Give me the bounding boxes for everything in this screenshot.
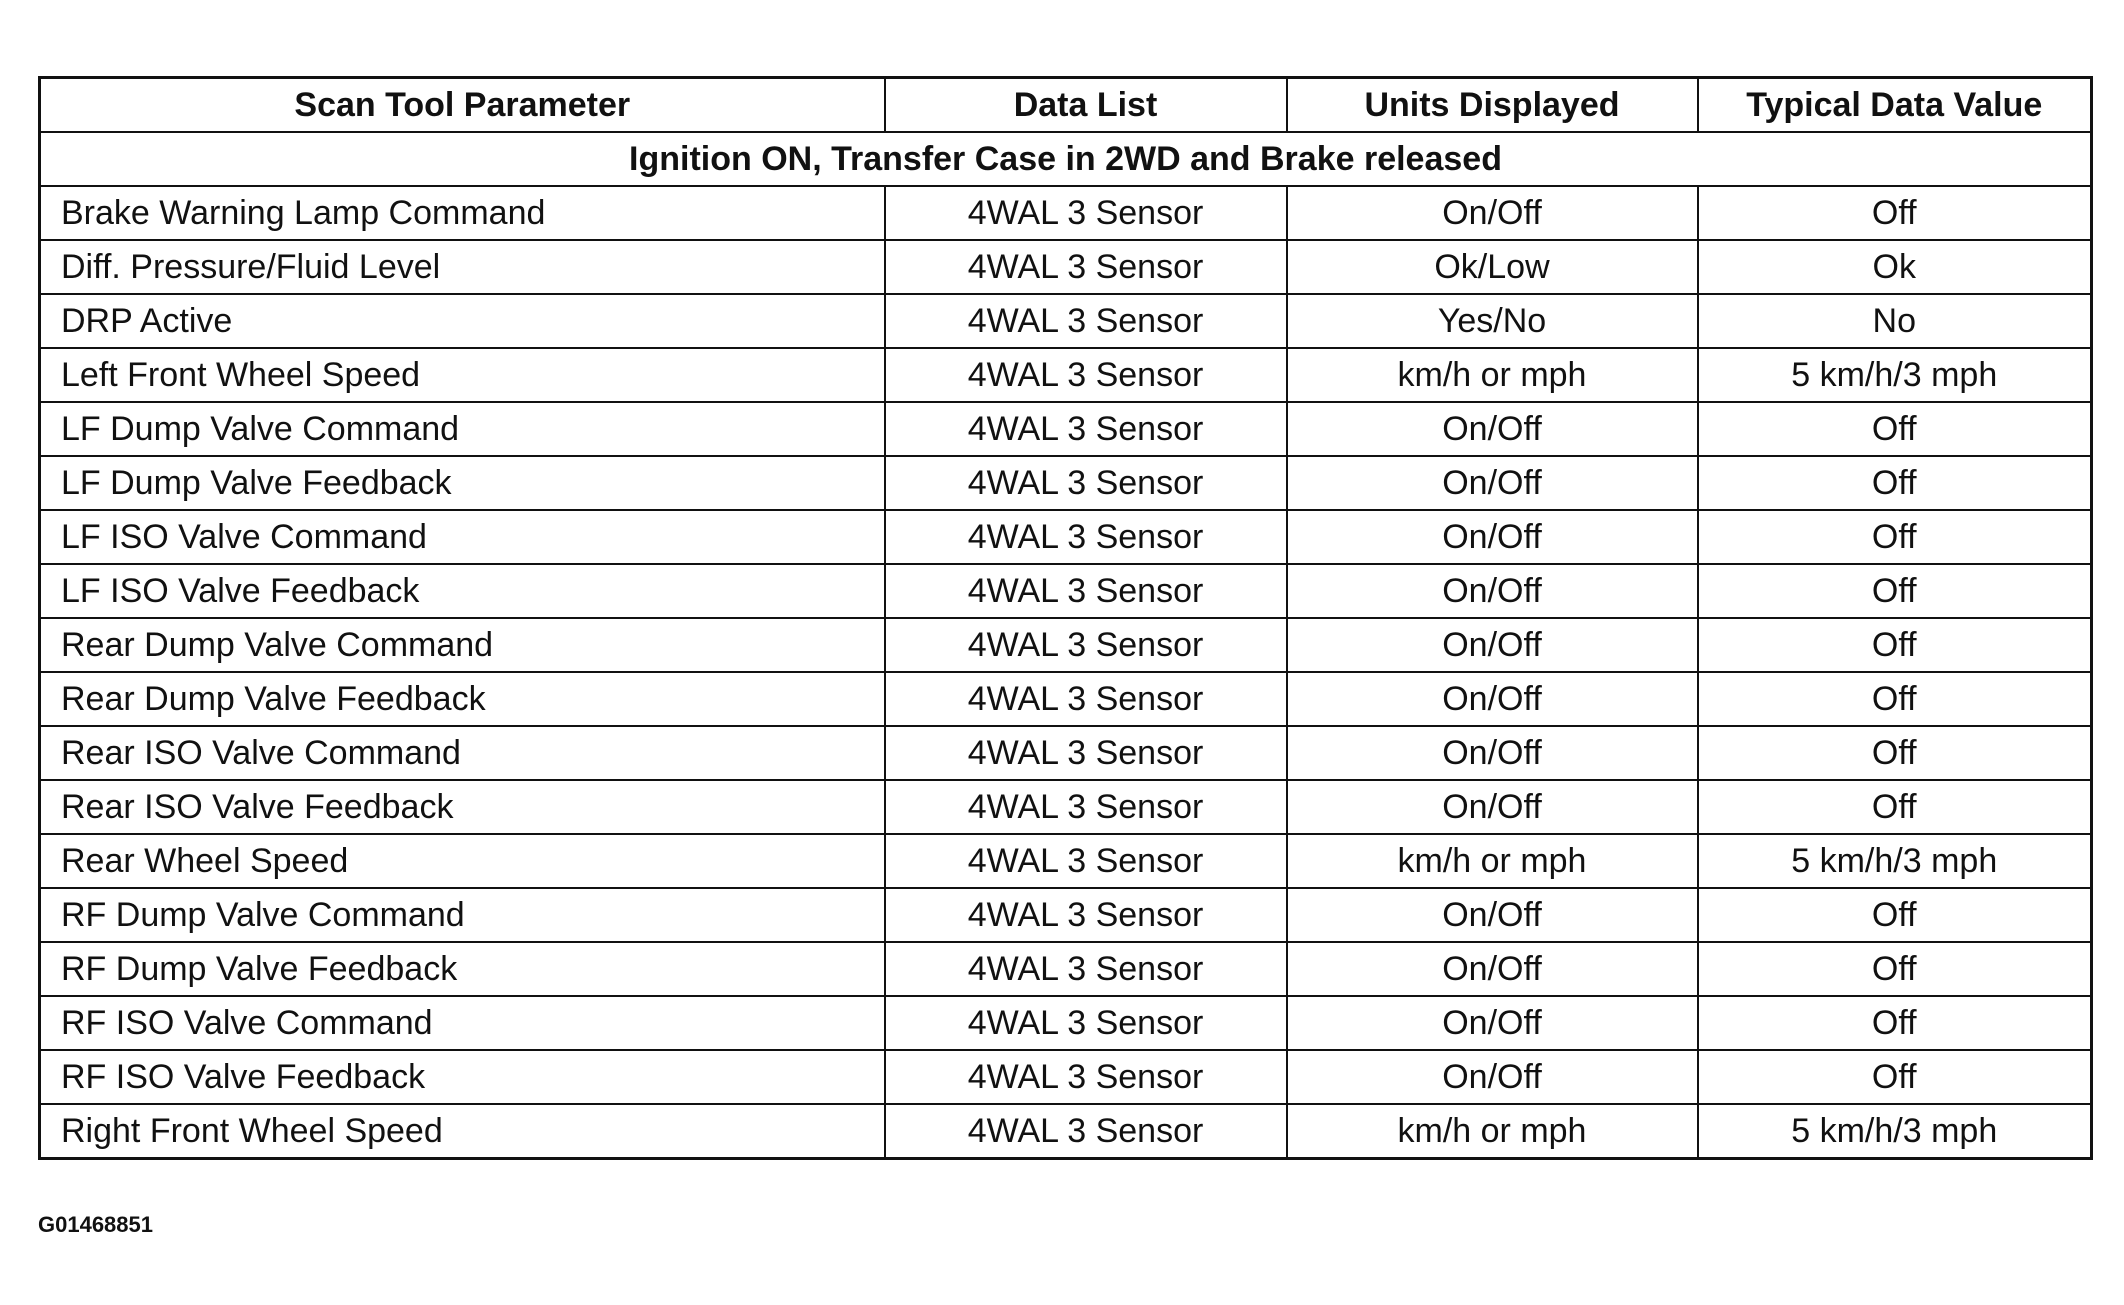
cell-parameter: RF ISO Valve Feedback <box>40 1050 885 1104</box>
cell-parameter: RF ISO Valve Command <box>40 996 885 1050</box>
cell-data-list: 4WAL 3 Sensor <box>885 456 1287 510</box>
cell-data-list: 4WAL 3 Sensor <box>885 1104 1287 1159</box>
cell-parameter: Diff. Pressure/Fluid Level <box>40 240 885 294</box>
cell-units: km/h or mph <box>1287 1104 1698 1159</box>
cell-typical-value: 5 km/h/3 mph <box>1698 1104 2092 1159</box>
cell-parameter: DRP Active <box>40 294 885 348</box>
table-row <box>40 402 2092 456</box>
cell-parameter: LF ISO Valve Feedback <box>40 564 885 618</box>
cell-parameter: LF ISO Valve Command <box>40 510 885 564</box>
table-row <box>40 240 2092 294</box>
cell-typical-value: Off <box>1698 780 2092 834</box>
header-data-list: Data List <box>885 78 1287 133</box>
table-row <box>40 564 2092 618</box>
cell-units: km/h or mph <box>1287 834 1698 888</box>
cell-parameter: Rear ISO Valve Feedback <box>40 780 885 834</box>
cell-data-list: 4WAL 3 Sensor <box>885 834 1287 888</box>
section-row <box>40 132 2092 186</box>
table-row <box>40 780 2092 834</box>
cell-parameter: Left Front Wheel Speed <box>40 348 885 402</box>
cell-units: On/Off <box>1287 726 1698 780</box>
cell-data-list: 4WAL 3 Sensor <box>885 348 1287 402</box>
cell-units: On/Off <box>1287 942 1698 996</box>
table-row <box>40 672 2092 726</box>
table-row <box>40 510 2092 564</box>
cell-units: km/h or mph <box>1287 348 1698 402</box>
cell-units: On/Off <box>1287 618 1698 672</box>
table-row <box>40 888 2092 942</box>
cell-data-list: 4WAL 3 Sensor <box>885 294 1287 348</box>
cell-typical-value: Off <box>1698 996 2092 1050</box>
cell-units: On/Off <box>1287 1050 1698 1104</box>
cell-typical-value: Off <box>1698 402 2092 456</box>
table-row <box>40 186 2092 240</box>
cell-typical-value: Ok <box>1698 240 2092 294</box>
table-row <box>40 294 2092 348</box>
cell-data-list: 4WAL 3 Sensor <box>885 942 1287 996</box>
table-row <box>40 726 2092 780</box>
cell-parameter: Rear Wheel Speed <box>40 834 885 888</box>
cell-typical-value: Off <box>1698 186 2092 240</box>
cell-typical-value: No <box>1698 294 2092 348</box>
cell-typical-value: Off <box>1698 888 2092 942</box>
header-scan-tool-parameter: Scan Tool Parameter <box>40 78 885 133</box>
cell-parameter: RF Dump Valve Command <box>40 888 885 942</box>
table-row <box>40 996 2092 1050</box>
cell-parameter: Rear Dump Valve Command <box>40 618 885 672</box>
cell-typical-value: Off <box>1698 510 2092 564</box>
cell-data-list: 4WAL 3 Sensor <box>885 1050 1287 1104</box>
cell-units: Ok/Low <box>1287 240 1698 294</box>
cell-data-list: 4WAL 3 Sensor <box>885 996 1287 1050</box>
header-typical-data-value: Typical Data Value <box>1698 78 2092 133</box>
cell-units: On/Off <box>1287 780 1698 834</box>
cell-parameter: Right Front Wheel Speed <box>40 1104 885 1159</box>
cell-data-list: 4WAL 3 Sensor <box>885 618 1287 672</box>
cell-parameter: Rear ISO Valve Command <box>40 726 885 780</box>
cell-parameter: Rear Dump Valve Feedback <box>40 672 885 726</box>
cell-typical-value: Off <box>1698 1050 2092 1104</box>
cell-typical-value: Off <box>1698 942 2092 996</box>
cell-units: On/Off <box>1287 510 1698 564</box>
table-row <box>40 456 2092 510</box>
cell-typical-value: Off <box>1698 564 2092 618</box>
cell-data-list: 4WAL 3 Sensor <box>885 564 1287 618</box>
figure-id: G01468851 <box>38 1212 153 1237</box>
cell-typical-value: 5 km/h/3 mph <box>1698 834 2092 888</box>
cell-units: Yes/No <box>1287 294 1698 348</box>
cell-data-list: 4WAL 3 Sensor <box>885 186 1287 240</box>
cell-parameter: RF Dump Valve Feedback <box>40 942 885 996</box>
cell-typical-value: Off <box>1698 618 2092 672</box>
table-row <box>40 1050 2092 1104</box>
cell-units: On/Off <box>1287 672 1698 726</box>
cell-typical-value: 5 km/h/3 mph <box>1698 348 2092 402</box>
cell-parameter: LF Dump Valve Feedback <box>40 456 885 510</box>
cell-parameter: LF Dump Valve Command <box>40 402 885 456</box>
cell-data-list: 4WAL 3 Sensor <box>885 672 1287 726</box>
table-row <box>40 942 2092 996</box>
cell-data-list: 4WAL 3 Sensor <box>885 888 1287 942</box>
cell-typical-value: Off <box>1698 456 2092 510</box>
scan-tool-data-table <box>38 76 2093 1160</box>
header-row <box>40 78 2092 133</box>
cell-data-list: 4WAL 3 Sensor <box>885 726 1287 780</box>
cell-units: On/Off <box>1287 888 1698 942</box>
cell-typical-value: Off <box>1698 672 2092 726</box>
cell-units: On/Off <box>1287 996 1698 1050</box>
cell-units: On/Off <box>1287 402 1698 456</box>
cell-units: On/Off <box>1287 564 1698 618</box>
table-row <box>40 348 2092 402</box>
cell-data-list: 4WAL 3 Sensor <box>885 402 1287 456</box>
table-row <box>40 618 2092 672</box>
table-row <box>40 834 2092 888</box>
cell-data-list: 4WAL 3 Sensor <box>885 510 1287 564</box>
header-units-displayed: Units Displayed <box>1287 78 1698 133</box>
cell-data-list: 4WAL 3 Sensor <box>885 780 1287 834</box>
cell-parameter: Brake Warning Lamp Command <box>40 186 885 240</box>
cell-units: On/Off <box>1287 456 1698 510</box>
cell-typical-value: Off <box>1698 726 2092 780</box>
cell-data-list: 4WAL 3 Sensor <box>885 240 1287 294</box>
table-row <box>40 1104 2092 1159</box>
section-title: Ignition ON, Transfer Case in 2WD and Brake released <box>40 132 2092 186</box>
cell-units: On/Off <box>1287 186 1698 240</box>
